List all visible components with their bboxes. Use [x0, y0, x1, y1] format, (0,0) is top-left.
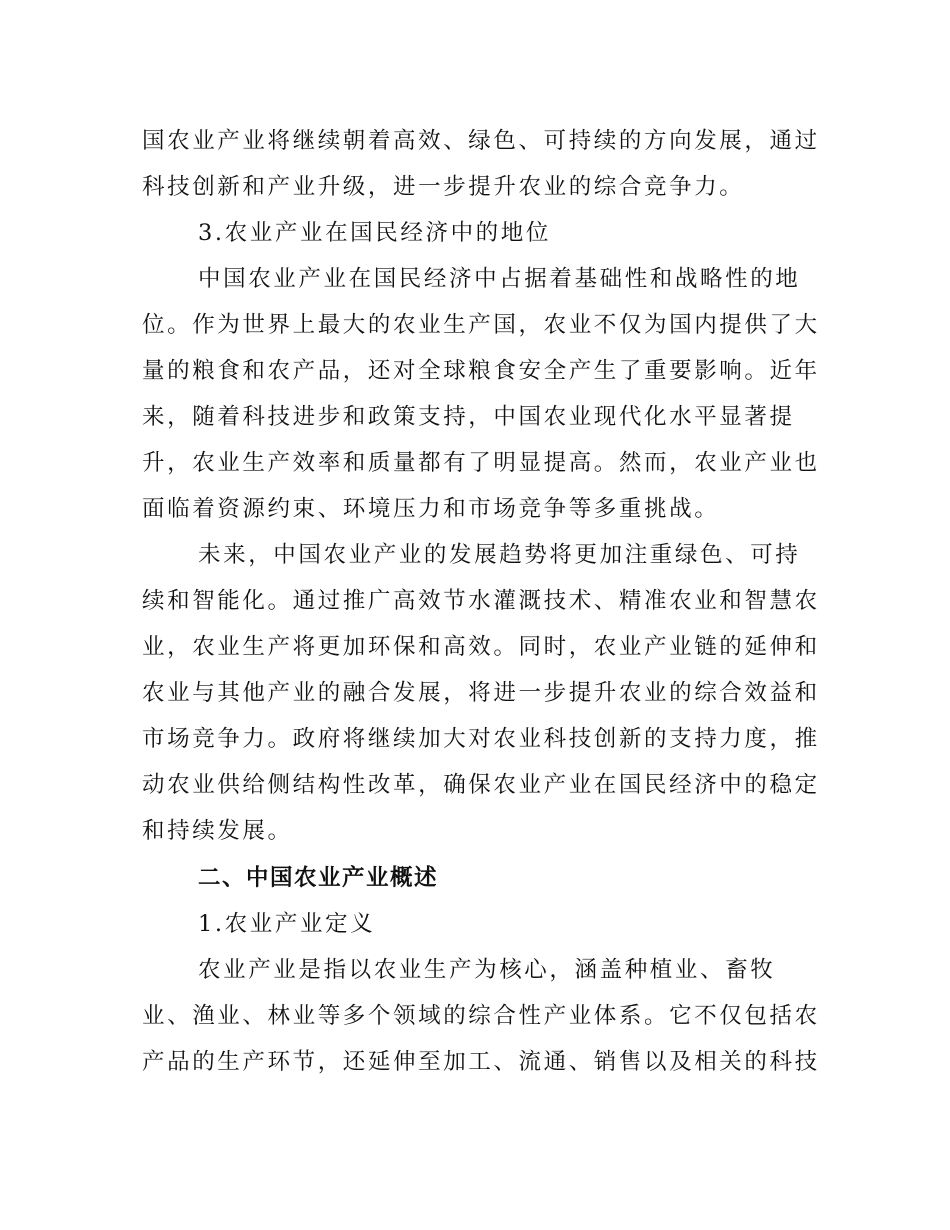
text-line: 和持续发展。 — [142, 818, 293, 844]
section-heading-3: 3.农业产业在国民经济中的地位 — [198, 220, 551, 246]
text-line: 业、渔业、林业等多个领域的综合性产业体系。它不仅包括农 — [142, 1003, 820, 1029]
paragraph-first-line: 未来，中国农业产业的发展趋势将更加注重绿色、可持 — [198, 542, 801, 568]
text-line: 市场竞争力。政府将继续加大对农业科技创新的支持力度，推 — [142, 726, 820, 752]
text-line: 产品的生产环节，还延伸至加工、流通、销售以及相关的科技 — [142, 1049, 820, 1075]
paragraph-first-line: 中国农业产业在国民经济中占据着基础性和战略性的地 — [198, 266, 801, 292]
text-line: 业，农业生产将更加环保和高效。同时，农业产业链的延伸和 — [142, 634, 820, 660]
section-heading-1: 1.农业产业定义 — [198, 911, 376, 937]
text-line: 位。作为世界上最大的农业生产国，农业不仅为国内提供了大 — [142, 312, 820, 338]
text-line: 科技创新和产业升级，进一步提升农业的综合竞争力。 — [142, 174, 745, 200]
text-line: 升，农业生产效率和质量都有了明显提高。然而，农业产业也 — [142, 450, 820, 476]
text-line: 国农业产业将继续朝着高效、绿色、可持续的方向发展，通过 — [142, 128, 820, 154]
text-line: 来，随着科技进步和政策支持，中国农业现代化水平显著提 — [142, 404, 795, 430]
text-line: 动农业供给侧结构性改革，确保农业产业在国民经济中的稳定 — [142, 772, 820, 798]
chapter-heading: 二、中国农业产业概述 — [198, 865, 439, 891]
text-line: 农业与其他产业的融合发展，将进一步提升农业的综合效益和 — [142, 680, 820, 706]
text-line: 面临着资源约束、环境压力和市场竞争等多重挑战。 — [142, 496, 720, 522]
paragraph-first-line: 农业产业是指以农业生产为核心，涵盖种植业、畜牧 — [198, 957, 776, 983]
text-line: 续和智能化。通过推广高效节水灌溉技术、精准农业和智慧农 — [142, 588, 820, 614]
text-line: 量的粮食和农产品，还对全球粮食安全产生了重要影响。近年 — [142, 358, 820, 384]
